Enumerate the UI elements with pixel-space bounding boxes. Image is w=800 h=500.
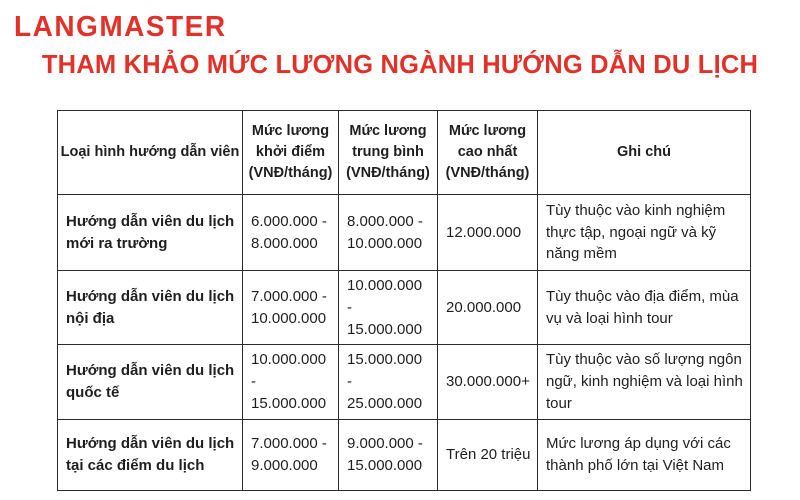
cell-average-salary: 8.000.000 - 10.000.000 — [339, 195, 438, 271]
cell-guide-type: Hướng dẫn viên du lịch mới ra trường — [58, 195, 243, 271]
cell-average-salary: 10.000.000 - 15.000.000 — [339, 271, 438, 345]
table-header-row — [58, 111, 751, 195]
cell-guide-type: Hướng dẫn viên du lịch quốc tế — [58, 345, 243, 419]
col-header-average-salary: Mức lương trung bình (VNĐ/tháng) — [339, 111, 438, 195]
cell-average-salary: 15.000.000 - 25.000.000 — [339, 345, 438, 419]
cell-note: Tùy thuộc vào kinh nghiệm thực tập, ngoại ngữ và kỹ năng mềm — [538, 195, 751, 271]
table-row — [58, 271, 751, 345]
cell-highest-salary: Trên 20 triệu — [438, 419, 538, 490]
page-title: THAM KHẢO MỨC LƯƠNG NGÀNH HƯỚNG DẪN DU LỊCH — [41, 51, 759, 79]
cell-note: Tùy thuộc vào địa điểm, mùa vụ và loại hình tour — [538, 271, 751, 345]
cell-note: Mức lương áp dụng với các thành phố lớn tại Việt Nam — [538, 419, 751, 490]
cell-highest-salary: 30.000.000+ — [438, 345, 538, 419]
col-header-notes: Ghi chú — [538, 111, 751, 195]
cell-highest-salary: 12.000.000 — [438, 195, 538, 271]
col-header-highest-salary: Mức lương cao nhất (VNĐ/tháng) — [438, 111, 538, 195]
cell-guide-type: Hướng dẫn viên du lịch nội địa — [58, 271, 243, 345]
langmaster-logo: LANGMASTER — [14, 10, 227, 43]
table-row — [58, 345, 751, 419]
cell-starting-salary: 10.000.000 - 15.000.000 — [243, 345, 339, 419]
cell-guide-type: Hướng dẫn viên du lịch tại các điểm du lịch — [58, 419, 243, 490]
col-header-guide-type: Loại hình hướng dẫn viên — [58, 111, 243, 195]
salary-table — [57, 110, 751, 491]
cell-average-salary: 9.000.000 - 15.000.000 — [339, 419, 438, 490]
cell-starting-salary: 7.000.000 - 10.000.000 — [243, 271, 339, 345]
cell-note: Tùy thuộc vào số lượng ngôn ngữ, kinh nghiệm và loại hình tour — [538, 345, 751, 419]
table-row — [58, 419, 751, 490]
cell-starting-salary: 6.000.000 - 8.000.000 — [243, 195, 339, 271]
col-header-starting-salary: Mức lương khởi điểm (VNĐ/tháng) — [243, 111, 339, 195]
table-row — [58, 195, 751, 271]
cell-highest-salary: 20.000.000 — [438, 271, 538, 345]
cell-starting-salary: 7.000.000 - 9.000.000 — [243, 419, 339, 490]
